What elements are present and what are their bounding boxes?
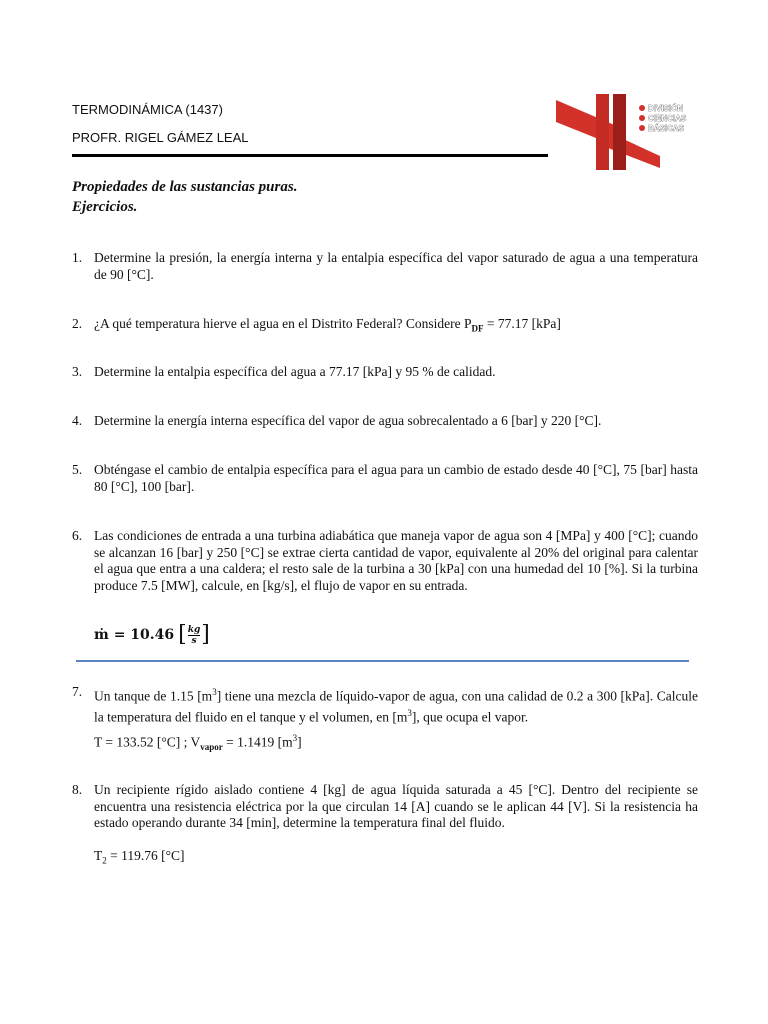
exercise-text: Las condiciones de entrada a una turbina adiabática que maneja vapor de agua son 4 [MPa] y 400 [°C]; cuando se alcanzan 16 [bar] y 250 [°C] se extrae cierta cantidad de vapor, equivalente al 20% del original para calentar el agua que entra a una caldera; el resto sale de la turbina a 30 [kPa] con una humedad del 10 [%]. Si la turbina produce 7.5 [MW], calcule, en [kg/s], el flujo de vapor en su entrada. [94, 528, 698, 593]
exercise-number: 7. [72, 684, 83, 699]
exercise-6 [72, 528, 698, 594]
exercise-3 [72, 364, 698, 381]
logo-dot-3 [639, 125, 645, 131]
logo-line-3: BÁSICAS [648, 124, 685, 133]
exercise-number: 8. [72, 782, 83, 797]
exercise-number: 3. [72, 364, 83, 379]
exercise-7-answer: T = 133.52 [°C] ; $V_{vapor} = 1.1419$ $[m^3]$ [94, 733, 302, 753]
exercise-8 [72, 782, 698, 832]
logo-line-2: CIENCIAS [648, 114, 687, 123]
exercise-text: Determine la presión, la energía interna y la entalpia específica del vapor saturado de agua a una temperatura de 90 [°C]. [94, 250, 698, 282]
exercise-number: 1. [72, 250, 83, 265]
exercise-6-answer: ṁ = 10.46 [ $\frac{kg}{s}$ ] [94, 622, 210, 647]
exercise-5 [72, 462, 698, 495]
exercise-number: 4. [72, 413, 83, 428]
exercise-text: ¿A qué temperatura hierve el agua en el Distrito Federal? Considere $P_{DF} = 77.17$ [kPa] [94, 316, 561, 334]
header-rule [72, 154, 548, 157]
logo-line-1: DIVISIÓN [648, 104, 684, 113]
exercise-number: 2. [72, 316, 83, 331]
exercise-text: Determine la energía interna específica del vapor de agua sobrecalentado a 6 [bar] y 220 [°C]. [94, 413, 602, 428]
exercise-4 [72, 413, 698, 430]
exercise-1 [72, 250, 698, 283]
exercise-text: Determine la entalpia específica del agua a 77.17 [kPa] y 95 % de calidad. [94, 364, 496, 379]
exercise-2 [72, 316, 698, 337]
exercise-number: 6. [72, 528, 83, 543]
logo-dot-1 [639, 105, 645, 111]
professor-name: PROFR. RIGEL GÁMEZ LEAL [72, 130, 249, 145]
answer-units: $\frac{kg}{s}$ [187, 624, 201, 646]
exercise-7 [72, 684, 698, 726]
exercise-text: Obténgase el cambio de entalpia específica para el agua para un cambio de estado desde 40 [°C], 75 [bar] hasta 80 [°C], 100 [bar]. [94, 462, 698, 494]
exercise-8-answer: $T_2 = 119.76$ [°C] [94, 848, 185, 866]
doc-title: Propiedades de las sustancias puras. [72, 179, 298, 195]
course-title: TERMODINÁMICA (1437) [72, 102, 223, 117]
section-divider [76, 660, 689, 662]
logo-pillar-left [596, 94, 609, 170]
answer-lhs: ṁ = 10.46 [94, 627, 175, 643]
exercise-text: Un recipiente rígido aislado contiene 4 [kg] de agua líquida saturada a 45 [°C]. Dentro del recipiente se encuentra una resistencia eléctrica por la que circulan 14 [A] cuando se le aplican 44 [V]. Si la resistencia ha estado operando durante 34 [min], determine la temperatura final del fluido. [94, 782, 698, 830]
logo-dot-2 [639, 115, 645, 121]
doc-subtitle: Ejercicios. [72, 199, 138, 215]
logo-pillar-right [613, 94, 626, 170]
exercise-text: Un tanque de 1.15 $[m^3]$ tiene una mezcla de líquido-vapor de agua, con una calidad de 0.2 a 300 [kPa]. Calcule la temperatura del fluido en el tanque y el volumen, en $[m^3]$, que ocupa el vapor. [94, 687, 698, 725]
exercise-number: 5. [72, 462, 83, 477]
division-logo [556, 92, 696, 174]
